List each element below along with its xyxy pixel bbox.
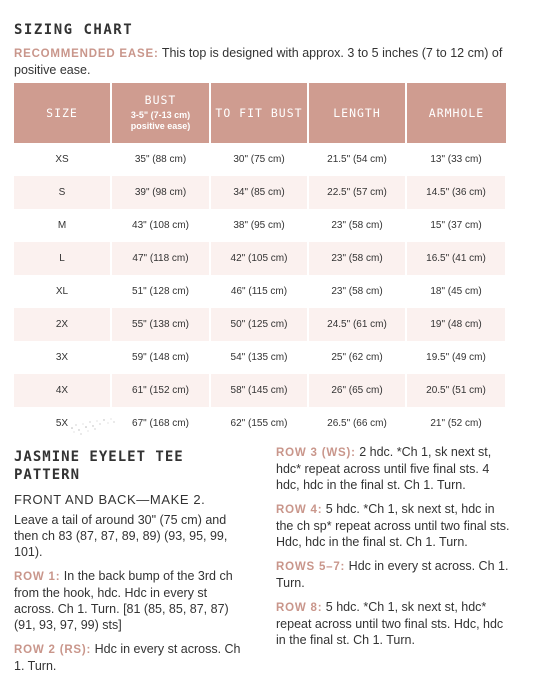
row-instruction [14,568,250,633]
length-cell: 24.5" (61 cm) [308,308,406,341]
header-length: LENGTH [308,83,406,143]
row-text: 5 hdc. *Ch 1, sk next st, hdc in the ch sp* repeat across until two final sts. Hdc, hdc in the final st. Ch 1. Turn. [276,502,510,549]
row-instruction [276,558,512,591]
header-fit-bust: TO FIT BUST [210,83,308,143]
size-cell: L [14,242,111,275]
row-label: ROW 8: [276,602,323,614]
length-cell: 23" (58 cm) [308,275,406,308]
header-bust-label: BUST [144,93,177,107]
armhole-cell: 14.5" (36 cm) [406,176,506,209]
sizing-chart-title: SIZING CHART [14,22,134,38]
length-cell: 21.5" (54 cm) [308,143,406,176]
fit-bust-cell: 30" (75 cm) [210,143,308,176]
length-cell: 26" (65 cm) [308,374,406,407]
size-cell: XL [14,275,111,308]
size-cell: XS [14,143,111,176]
bust-cell: 35" (88 cm) [111,143,210,176]
size-cell: 4X [14,374,111,407]
bust-cell: 43" (108 cm) [111,209,210,242]
fit-bust-cell: 46" (115 cm) [210,275,308,308]
table-row [14,374,506,407]
sizing-table [14,83,507,440]
row-label: ROW 3 (WS): [276,447,356,459]
bust-cell: 61" (152 cm) [111,374,210,407]
section-heading: FRONT AND BACK—MAKE 2. [14,492,206,507]
pattern-intro: Leave a tail of around 30" (75 cm) and then ch 83 (87, 87, 89, 89) (93, 95, 99, 101). [14,513,228,559]
armhole-cell: 15" (37 cm) [406,209,506,242]
row-label: ROWS 5–7: [276,561,346,573]
row-instruction [276,599,512,648]
table-row [14,308,506,341]
armhole-cell: 13" (33 cm) [406,143,506,176]
table-header-row [14,83,506,143]
pattern-left-column [14,444,250,682]
bust-cell: 55" (138 cm) [111,308,210,341]
header-bust [111,83,210,143]
fit-bust-cell: 50" (125 cm) [210,308,308,341]
bust-cell: 59" (148 cm) [111,341,210,374]
length-cell: 22.5" (57 cm) [308,176,406,209]
bust-cell: 51" (128 cm) [111,275,210,308]
row-instruction [276,444,512,493]
length-cell: 26.5" (66 cm) [308,407,406,440]
row-label: ROW 2 (RS): [14,644,92,656]
armhole-cell: 20.5" (51 cm) [406,374,506,407]
table-row [14,242,506,275]
armhole-cell: 19" (48 cm) [406,308,506,341]
row-instruction [14,641,250,674]
table-row [14,341,506,374]
header-armhole: ARMHOLE [406,83,506,143]
ease-label: RECOMMENDED EASE: [14,48,159,60]
table-row [14,209,506,242]
length-cell: 23" (58 cm) [308,209,406,242]
bust-cell: 39" (98 cm) [111,176,210,209]
length-cell: 23" (58 cm) [308,242,406,275]
row-text: Hdc in every st across. Ch 1. Turn. [276,559,509,590]
fit-bust-cell: 58" (145 cm) [210,374,308,407]
armhole-cell: 19.5" (49 cm) [406,341,506,374]
row-text: Hdc in every st across. Ch 1. Turn. [14,642,241,673]
recommended-ease [14,45,524,78]
fit-bust-cell: 62" (155 cm) [210,407,308,440]
row-label: ROW 4: [276,504,323,516]
length-cell: 25" (62 cm) [308,341,406,374]
armhole-cell: 18" (45 cm) [406,275,506,308]
row-label: ROW 1: [14,571,61,583]
row-text: 2 hdc. *Ch 1, sk next st, hdc* repeat across until five final sts. 4 hdc, hdc in the final st. Ch 1. Turn. [276,445,492,492]
row-text: In the back bump of the 3rd ch from the hook, hdc. Hdc in every st across. Ch 1. Turn. [81 (85, 85, 87, 87) (91, 93, 97, 99) sts] [14,569,233,632]
pattern-title: JASMINE EYELET TEE PATTERN [14,449,184,483]
fit-bust-cell: 42" (105 cm) [210,242,308,275]
armhole-cell: 21" (52 cm) [406,407,506,440]
row-instruction [276,501,512,550]
header-size: SIZE [14,83,111,143]
table-row [14,176,506,209]
size-cell: 2X [14,308,111,341]
fit-bust-cell: 38" (95 cm) [210,209,308,242]
fit-bust-cell: 34" (85 cm) [210,176,308,209]
pattern-right-column [276,444,512,656]
size-cell: 5X [14,407,111,440]
size-cell: 3X [14,341,111,374]
bust-cell: 67" (168 cm) [111,407,210,440]
row-text: 5 hdc. *Ch 1, sk next st, hdc* repeat across until two final sts. Hdc, hdc in the final st. Ch 1. Turn. [276,600,504,647]
size-cell: M [14,209,111,242]
fit-bust-cell: 54" (135 cm) [210,341,308,374]
table-row [14,143,506,176]
scan-speckle [64,410,124,440]
size-cell: S [14,176,111,209]
table-row [14,275,506,308]
ease-text: This top is designed with approx. 3 to 5 inches (7 to 12 cm) of positive ease. [14,46,503,77]
header-bust-sub: 3-5" (7-13 cm) positive ease) [130,110,191,131]
bust-cell: 47" (118 cm) [111,242,210,275]
armhole-cell: 16.5" (41 cm) [406,242,506,275]
